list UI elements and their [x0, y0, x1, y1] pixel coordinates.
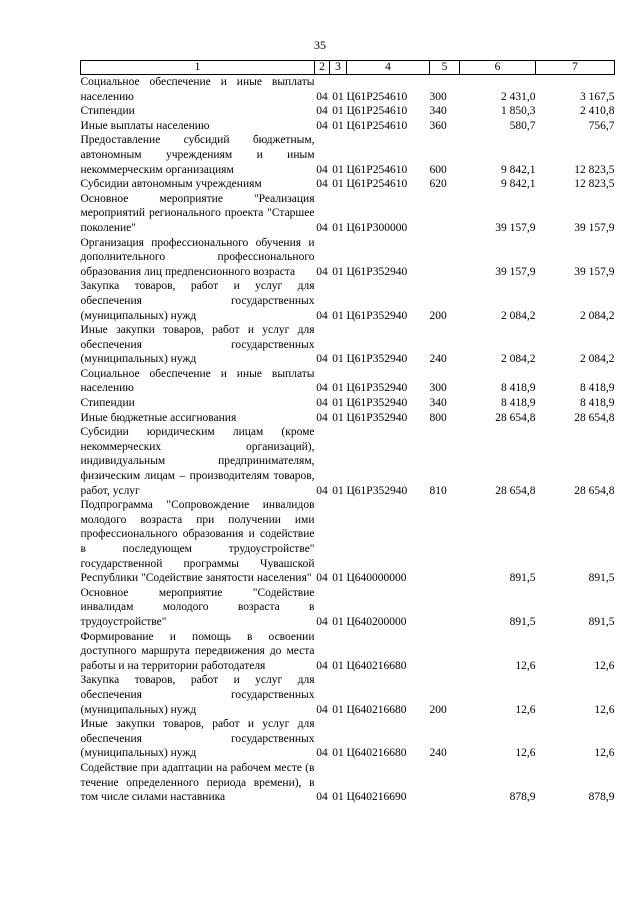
- row-amount-2-cell: 39 157,9: [574, 265, 615, 278]
- row-subsection-cell: 01: [332, 572, 344, 585]
- row-target-code-cell: Ц61Р352940: [346, 265, 408, 278]
- row-section-cell: 04: [316, 572, 328, 585]
- row-target-code-cell: Ц61Р254610: [346, 119, 408, 132]
- row-name-cell: Иные закупки товаров, работ и услуг для обеспечения государственных (муниципальных) нужд: [80, 324, 315, 366]
- row-name-cell: Содействие при адаптации на рабочем месте (в течение определенного периода времени), в том числе силами наставника: [80, 761, 315, 804]
- page-number: 35: [314, 38, 326, 52]
- row-amount-1-cell: 580,7: [509, 119, 536, 132]
- row-name-cell: Иные выплаты населению: [80, 119, 210, 132]
- row-amount-1-cell: 12,6: [515, 659, 536, 672]
- row-amount-1-cell: 39 157,9: [495, 221, 536, 234]
- row-amount-1-cell: 28 654,8: [495, 484, 536, 497]
- row-target-code-cell: Ц61Р254610: [346, 163, 408, 176]
- row-expense-type-cell: 240: [429, 353, 447, 366]
- row-amount-1-cell: 2 084,2: [501, 309, 536, 322]
- row-name-cell: Иные закупки товаров, работ и услуг для обеспечения государственных (муниципальных) нужд: [80, 718, 315, 760]
- row-target-code-cell: Ц61Р254610: [346, 178, 408, 191]
- table-row: [81, 498, 615, 586]
- row-amount-1-cell: 891,5: [509, 572, 536, 585]
- header-col-4: 4: [347, 61, 430, 75]
- row-expense-type-cell: 200: [429, 703, 447, 716]
- table-row: [81, 75, 615, 105]
- row-subsection-cell: 01: [332, 703, 344, 716]
- row-expense-type-cell: 600: [429, 163, 447, 176]
- header-col-1: 1: [81, 61, 315, 75]
- row-section-cell: 04: [316, 791, 328, 804]
- row-name-cell: Субсидии юридическим лицам (кроме некоммерческих организаций), индивидуальным предпринимателям, физическим лицам – производителям товаров, работ, услуг: [80, 426, 315, 497]
- row-amount-1-cell: 878,9: [509, 791, 536, 804]
- row-name-cell: Социальное обеспечение и иные выплаты населению: [80, 76, 315, 103]
- row-amount-2-cell: 12 823,5: [574, 178, 615, 191]
- table-row: [81, 177, 615, 192]
- row-amount-2-cell: 891,5: [588, 615, 615, 628]
- row-amount-1-cell: 28 654,8: [495, 411, 536, 424]
- row-target-code-cell: Ц61Р352940: [346, 484, 408, 497]
- row-name-cell: Организация профессионального обучения и дополнительного профессионального образования лиц предпенсионного возраста: [80, 236, 315, 278]
- row-amount-2-cell: 39 157,9: [574, 221, 615, 234]
- row-section-cell: 04: [316, 615, 328, 628]
- row-section-cell: 04: [316, 163, 328, 176]
- row-name-cell: Социальное обеспечение и иные выплаты населению: [80, 367, 315, 395]
- row-subsection-cell: 01: [332, 221, 344, 234]
- row-target-code-cell: Ц61Р254610: [346, 105, 408, 118]
- row-expense-type-cell: 340: [429, 105, 447, 118]
- row-subsection-cell: 01: [332, 353, 344, 366]
- row-name-cell: Закупка товаров, работ и услуг для обеспечения государственных (муниципальных) нужд: [80, 674, 315, 716]
- table-row: [81, 586, 615, 630]
- row-amount-2-cell: 12,6: [594, 659, 615, 672]
- row-section-cell: 04: [316, 382, 328, 395]
- row-subsection-cell: 01: [332, 615, 344, 628]
- row-section-cell: 04: [316, 105, 328, 118]
- row-expense-type-cell: [430, 192, 460, 236]
- row-amount-2-cell: 756,7: [588, 119, 615, 132]
- row-subsection-cell: 01: [332, 484, 344, 497]
- row-amount-2-cell: 878,9: [588, 791, 615, 804]
- row-amount-2-cell: 891,5: [588, 572, 615, 585]
- row-section-cell: 04: [316, 747, 328, 760]
- row-expense-type-cell: 340: [429, 397, 447, 410]
- row-expense-type-cell: 300: [429, 90, 447, 103]
- row-section-cell: 04: [316, 411, 328, 424]
- row-name-cell: Стипендии: [80, 397, 135, 410]
- row-amount-2-cell: 2 410,8: [580, 105, 615, 118]
- row-expense-type-cell: 300: [429, 382, 447, 395]
- table-row: [81, 133, 615, 177]
- row-amount-1-cell: 891,5: [509, 615, 536, 628]
- table-row: [81, 761, 615, 805]
- row-target-code-cell: Ц61Р352940: [346, 382, 408, 395]
- row-section-cell: 04: [316, 178, 328, 191]
- row-target-code-cell: Ц61Р352940: [346, 411, 408, 424]
- row-amount-2-cell: 2 084,2: [580, 309, 615, 322]
- row-target-code-cell: Ц61Р300000: [346, 221, 408, 234]
- row-amount-2-cell: 28 654,8: [574, 484, 615, 497]
- table-row: [81, 279, 615, 323]
- row-target-code-cell: Ц640000000: [346, 572, 407, 585]
- row-subsection-cell: 01: [332, 163, 344, 176]
- row-amount-2-cell: 2 084,2: [580, 353, 615, 366]
- row-target-code-cell: Ц640200000: [346, 615, 407, 628]
- row-expense-type-cell: 360: [429, 119, 447, 132]
- row-amount-2-cell: 12 823,5: [574, 163, 615, 176]
- row-target-code-cell: Ц61Р352940: [346, 353, 408, 366]
- row-expense-type-cell: [430, 236, 460, 280]
- row-amount-1-cell: 12,6: [515, 747, 536, 760]
- row-expense-type-cell: 810: [429, 484, 447, 497]
- row-subsection-cell: 01: [332, 309, 344, 322]
- row-amount-1-cell: 2 084,2: [501, 353, 536, 366]
- header-col-6: 6: [460, 61, 536, 75]
- table-row: [81, 630, 615, 674]
- table-row: [81, 119, 615, 134]
- row-section-cell: 04: [316, 353, 328, 366]
- row-section-cell: 04: [316, 703, 328, 716]
- row-name-cell: Субсидии автономным учреждениям: [80, 178, 262, 191]
- table-row: [81, 425, 615, 498]
- table-row: [81, 411, 615, 426]
- row-name-cell: Предоставление субсидий бюджетным, автономным учреждениям и иным некоммерческим организациям: [80, 134, 315, 176]
- row-expense-type-cell: [430, 586, 460, 630]
- row-subsection-cell: 01: [332, 105, 344, 118]
- table-row: [81, 323, 615, 367]
- header-col-5: 5: [430, 61, 460, 75]
- row-name-cell: Формирование и помощь в освоении доступного маршрута передвижения до места работы и на территории работодателя: [80, 630, 315, 672]
- row-expense-type-cell: 620: [429, 178, 447, 191]
- row-amount-1-cell: 1 850,3: [501, 105, 536, 118]
- row-subsection-cell: 01: [332, 747, 344, 760]
- row-amount-1-cell: 8 418,9: [501, 382, 536, 395]
- row-subsection-cell: 01: [332, 397, 344, 410]
- row-expense-type-cell: [430, 630, 460, 674]
- row-target-code-cell: Ц61Р352940: [346, 397, 408, 410]
- row-subsection-cell: 01: [332, 659, 344, 672]
- row-expense-type-cell: 200: [429, 309, 447, 322]
- row-expense-type-cell: 240: [429, 747, 447, 760]
- row-amount-1-cell: 8 418,9: [501, 397, 536, 410]
- row-amount-2-cell: 28 654,8: [574, 411, 615, 424]
- row-target-code-cell: Ц640216680: [346, 703, 407, 716]
- row-section-cell: 04: [316, 659, 328, 672]
- row-name-cell: Закупка товаров, работ и услуг для обеспечения государственных (муниципальных) нужд: [80, 280, 315, 322]
- row-expense-type-cell: [430, 761, 460, 805]
- row-name-cell: Иные бюджетные ассигнования: [80, 411, 237, 424]
- row-name-cell: Основное мероприятие "Содействие инвалидам молодого возраста в трудоустройстве": [80, 586, 315, 628]
- row-amount-1-cell: 2 431,0: [501, 90, 536, 103]
- table-row: [81, 673, 615, 717]
- row-subsection-cell: 01: [332, 265, 344, 278]
- row-target-code-cell: Ц61Р254610: [346, 90, 408, 103]
- row-section-cell: 04: [316, 265, 328, 278]
- row-section-cell: 04: [316, 484, 328, 497]
- row-name-cell: Стипендии: [80, 105, 135, 118]
- row-section-cell: 04: [316, 397, 328, 410]
- table-header-row: [81, 61, 615, 75]
- row-expense-type-cell: [430, 498, 460, 586]
- row-amount-2-cell: 8 418,9: [580, 397, 615, 410]
- row-amount-2-cell: 8 418,9: [580, 382, 615, 395]
- table-row: [81, 236, 615, 280]
- row-section-cell: 04: [316, 119, 328, 132]
- row-subsection-cell: 01: [332, 411, 344, 424]
- row-amount-1-cell: 9 842,1: [501, 163, 536, 176]
- header-col-7: 7: [536, 61, 615, 75]
- row-amount-2-cell: 12,6: [594, 703, 615, 716]
- row-subsection-cell: 01: [332, 791, 344, 804]
- row-section-cell: 04: [316, 309, 328, 322]
- table-row: [81, 717, 615, 761]
- row-target-code-cell: Ц61Р352940: [346, 309, 408, 322]
- row-name-cell: Подпрограмма "Сопровождение инвалидов молодого возраста при получении ими профессионального образования и содействие в последующем трудоустройстве" государственной программы Чувашской Республики "Содействие занятости населения": [80, 499, 315, 585]
- table-row: [81, 396, 615, 411]
- row-amount-1-cell: 12,6: [515, 703, 536, 716]
- row-subsection-cell: 01: [332, 119, 344, 132]
- row-amount-2-cell: 3 167,5: [580, 90, 615, 103]
- row-section-cell: 04: [316, 221, 328, 234]
- row-target-code-cell: Ц640216680: [346, 747, 407, 760]
- row-amount-2-cell: 12,6: [594, 747, 615, 760]
- row-amount-1-cell: 9 842,1: [501, 178, 536, 191]
- table-row: [81, 367, 615, 396]
- row-expense-type-cell: 800: [429, 411, 447, 424]
- row-subsection-cell: 01: [332, 178, 344, 191]
- table-row: [81, 104, 615, 119]
- row-subsection-cell: 01: [332, 382, 344, 395]
- table-row: [81, 192, 615, 236]
- header-col-2: 2: [315, 61, 330, 75]
- budget-table: [80, 60, 615, 805]
- row-section-cell: 04: [316, 90, 328, 103]
- row-amount-1-cell: 39 157,9: [495, 265, 536, 278]
- row-name-cell: Основное мероприятие "Реализация мероприятий регионального проекта "Старшее поколение": [80, 192, 315, 234]
- row-target-code-cell: Ц640216680: [346, 659, 407, 672]
- row-subsection-cell: 01: [332, 90, 344, 103]
- row-target-code-cell: Ц640216690: [346, 791, 407, 804]
- header-col-3: 3: [330, 61, 347, 75]
